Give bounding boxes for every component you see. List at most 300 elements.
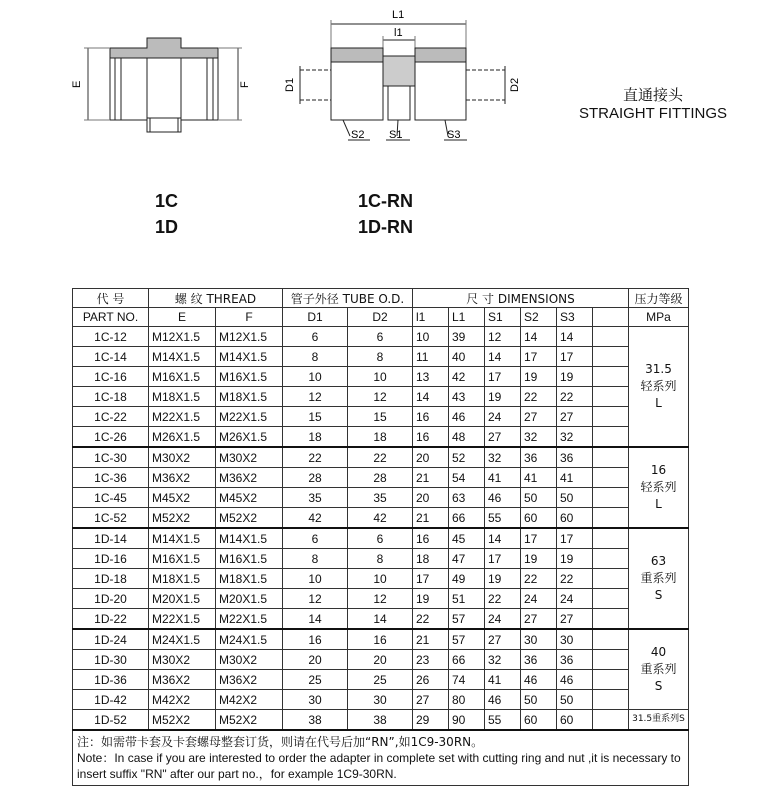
table-cell: 10 [283,367,348,387]
table-cell: 12 [485,327,521,347]
table-cell: 32 [485,447,521,468]
table-row [73,447,689,468]
table-cell: M52X2 [216,508,283,529]
table-cell: 17 [557,528,593,549]
table-cell: 14 [521,327,557,347]
hdr-tube: 管子外径 TUBE O.D. [283,289,413,308]
table-cell-blank [593,690,629,710]
table-cell: 8 [283,347,348,367]
label-e: E [71,80,83,88]
table-cell: 14 [283,609,348,630]
model-1c-rn: 1C-RN [358,191,414,211]
table-cell: M12X1.5 [149,327,216,347]
table-cell-blank [593,528,629,549]
table-cell: M26X1.5 [149,427,216,448]
table-cell: 1D-14 [73,528,149,549]
table-cell: 46 [485,488,521,508]
table-cell: M36X2 [216,468,283,488]
table-cell: 24 [485,609,521,630]
table-row [73,367,689,387]
table-cell: M22X1.5 [216,407,283,427]
table-cell-blank [593,569,629,589]
table-cell: M30X2 [216,447,283,468]
pressure-cell [629,327,689,448]
table-cell: 66 [449,650,485,670]
table-cell: M36X2 [149,670,216,690]
table-cell: 1C-36 [73,468,149,488]
table-cell: 17 [521,528,557,549]
table-cell: 60 [557,710,593,731]
table-cell: 1D-16 [73,549,149,569]
table-row [73,468,689,488]
table-cell-blank [593,508,629,529]
table-cell: M42X2 [216,690,283,710]
note-row [73,730,689,786]
table-cell: 49 [449,569,485,589]
table-cell: 10 [413,327,449,347]
table-cell: 55 [485,710,521,731]
table-cell: 6 [283,327,348,347]
model-left [155,190,178,242]
table-cell-blank [593,650,629,670]
table-cell: 54 [449,468,485,488]
table-cell: 32 [521,427,557,448]
technical-drawings [0,0,784,180]
table-cell: 1D-20 [73,589,149,609]
table-cell: M24X1.5 [149,629,216,650]
table-cell: 42 [283,508,348,529]
model-1c: 1C [155,191,179,211]
table-row [73,650,689,670]
table-cell: 6 [348,327,413,347]
table-cell: 1D-18 [73,569,149,589]
table-cell-blank [593,670,629,690]
hdr-dims: 尺 寸 DIMENSIONS [413,289,629,308]
table-cell: 22 [413,609,449,630]
table-cell: 50 [557,690,593,710]
table-cell: 22 [283,447,348,468]
pressure-line: 16 [650,463,667,477]
table-cell: M18X1.5 [149,569,216,589]
table-cell: 15 [283,407,348,427]
table-cell: 39 [449,327,485,347]
table-cell: 22 [521,569,557,589]
table-cell: 36 [557,650,593,670]
table-row [73,488,689,508]
table-cell: M20X1.5 [216,589,283,609]
table-cell: 1C-52 [73,508,149,529]
pressure-line: 轻系列 [640,480,677,494]
table-cell-blank [593,407,629,427]
table-row [73,710,689,731]
hdr-pressure: 压力等级 [629,289,689,308]
table-cell: M20X1.5 [149,589,216,609]
table-cell-blank [593,629,629,650]
table-cell: 80 [449,690,485,710]
table-cell: 12 [348,589,413,609]
table-cell: 27 [557,609,593,630]
table-cell: M26X1.5 [216,427,283,448]
table-cell: 24 [557,589,593,609]
table-cell: 22 [557,569,593,589]
table-cell: 21 [413,508,449,529]
table-cell: 10 [283,569,348,589]
pressure-cell [629,629,689,710]
model-1d-rn: 1D-RN [358,217,414,237]
table-cell-blank [593,367,629,387]
table-cell: 16 [413,528,449,549]
table-cell: 12 [283,589,348,609]
table-cell: 1C-12 [73,327,149,347]
table-cell: M18X1.5 [216,569,283,589]
table-cell: M45X2 [216,488,283,508]
label-s2: S2 [351,129,365,141]
table-cell: M18X1.5 [216,387,283,407]
table-cell: 35 [348,488,413,508]
table-cell: M18X1.5 [149,387,216,407]
table-cell: 43 [449,387,485,407]
hdr-e: E [149,308,216,327]
table-cell: 46 [485,690,521,710]
hdr-part-no: PART NO. [73,308,149,327]
table-cell: M36X2 [216,670,283,690]
table-cell: 30 [521,629,557,650]
title-chinese: 直通接头 [622,86,683,104]
table-cell: 1C-30 [73,447,149,468]
table-cell: 1D-52 [73,710,149,731]
table-cell: 19 [521,549,557,569]
table-cell: M16X1.5 [216,367,283,387]
label-l1: l1 [394,27,403,39]
table-cell: 12 [348,387,413,407]
table-cell: 51 [449,589,485,609]
hdr-mpa: MPa [629,308,689,327]
table-cell: 23 [413,650,449,670]
table-cell: 22 [521,387,557,407]
table-cell: 10 [348,367,413,387]
table-cell: 63 [449,488,485,508]
table-cell: 8 [283,549,348,569]
table-cell: 41 [521,468,557,488]
hdr-d1: D1 [283,308,348,327]
note-chinese: 注：如需带卡套及卡套螺母整套订货，则请在代号后加“RN”,如1C9-30RN。 [77,735,484,749]
table-row [73,569,689,589]
table-cell-blank [593,447,629,468]
pressure-line: 40 [650,645,667,659]
table-cell: 1C-16 [73,367,149,387]
table-cell: 8 [348,549,413,569]
table-cell: 14 [557,327,593,347]
table-cell: 32 [485,650,521,670]
table-cell: 1D-42 [73,690,149,710]
table-cell: 26 [413,670,449,690]
table-cell: 18 [283,427,348,448]
pressure-line: 63 [650,554,667,568]
table-cell: M30X2 [216,650,283,670]
table-cell: 1D-36 [73,670,149,690]
table-cell: 1C-45 [73,488,149,508]
pressure-cell [629,447,689,528]
table-cell: 15 [348,407,413,427]
table-cell: 36 [557,447,593,468]
table-cell: 21 [413,468,449,488]
table-cell: 40 [449,347,485,367]
table-cell: 20 [283,650,348,670]
table-cell: 24 [521,589,557,609]
table-cell: 41 [485,468,521,488]
table-cell: 48 [449,427,485,448]
table-row [73,387,689,407]
table-cell: 19 [557,367,593,387]
table-cell: M36X2 [149,468,216,488]
table-cell: M52X2 [149,710,216,731]
table-cell: 8 [348,347,413,367]
table-row [73,327,689,347]
table-cell-blank [593,327,629,347]
table-cell: M24X1.5 [216,629,283,650]
table-cell: 36 [521,650,557,670]
table-cell: 55 [485,508,521,529]
hdr-d2: D2 [348,308,413,327]
table-cell: 18 [348,427,413,448]
note-english: Note：In case if you are interested to order the adapter in complete set with cutting ring and nut ,it is necessary to insert suffix "RN" after our part no.，for example 1C9-30RN. [77,751,681,781]
model-1d: 1D [155,217,179,237]
table-cell: 47 [449,549,485,569]
table-cell-blank [593,549,629,569]
label-f: F [239,81,251,88]
table-cell: 1C-18 [73,387,149,407]
pressure-line: 重系列 [640,571,677,585]
pressure-line: 重系列 [640,662,677,676]
table-cell: 50 [521,690,557,710]
table-row [73,407,689,427]
table-cell: 11 [413,347,449,367]
table-cell: 28 [283,468,348,488]
table-cell: 60 [557,508,593,529]
table-cell: M22X1.5 [216,609,283,630]
note-cell [73,730,689,786]
table-row [73,670,689,690]
table-cell: 60 [521,508,557,529]
table-cell: M12X1.5 [216,327,283,347]
table-cell: 32 [557,427,593,448]
table-row [73,528,689,549]
table-cell: 17 [485,367,521,387]
table-cell-blank [593,347,629,367]
table-cell-blank [593,710,629,731]
table-cell: 14 [348,609,413,630]
table-cell: 19 [413,589,449,609]
pressure-line: 轻系列 [640,379,677,393]
table-cell: M14X1.5 [149,347,216,367]
table-cell: 27 [557,407,593,427]
table-cell: M14X1.5 [216,528,283,549]
table-cell: 17 [557,347,593,367]
table-cell: M16X1.5 [149,549,216,569]
pressure-line: S [654,679,663,693]
table-cell: 16 [283,629,348,650]
table-cell: 19 [521,367,557,387]
table-cell-blank [593,609,629,630]
table-cell: M14X1.5 [216,347,283,367]
table-cell: M16X1.5 [149,367,216,387]
table-row [73,609,689,630]
table-cell: 27 [521,609,557,630]
table-cell: 27 [521,407,557,427]
pressure-line: S [654,588,663,602]
table-cell: 19 [485,387,521,407]
hdr-l1-small: l1 [413,308,449,327]
spec-table [72,288,689,786]
table-cell: 10 [348,569,413,589]
hdr-L1: L1 [449,308,485,327]
table-cell: 1D-24 [73,629,149,650]
table-cell: 16 [413,427,449,448]
table-cell: 27 [413,690,449,710]
label-d2: D2 [509,77,521,92]
table-row [73,629,689,650]
table-cell: M14X1.5 [149,528,216,549]
table-cell: 90 [449,710,485,731]
table-cell: 30 [348,690,413,710]
table-cell: 57 [449,629,485,650]
hdr-s1: S1 [485,308,521,327]
table-cell: 21 [413,629,449,650]
table-cell: 13 [413,367,449,387]
table-cell: 42 [348,508,413,529]
table-cell: 46 [449,407,485,427]
hdr-thread: 螺 纹 THREAD [149,289,283,308]
pressure-cell [629,528,689,629]
table-cell: 20 [348,650,413,670]
hdr-f: F [216,308,283,327]
table-cell: 25 [283,670,348,690]
table-cell: 74 [449,670,485,690]
table-cell: 12 [283,387,348,407]
table-cell: 36 [521,447,557,468]
table-cell: 1D-22 [73,609,149,630]
table-cell-blank [593,387,629,407]
table-cell: 19 [485,569,521,589]
table-cell: 1D-30 [73,650,149,670]
table-cell: 42 [449,367,485,387]
table-cell-blank [593,427,629,448]
table-cell: 45 [449,528,485,549]
table-cell: 17 [413,569,449,589]
table-row [73,508,689,529]
table-row [73,427,689,448]
table-row [73,549,689,569]
table-cell: 41 [485,670,521,690]
table-cell: 14 [413,387,449,407]
table-cell: 24 [485,407,521,427]
table-cell: M22X1.5 [149,609,216,630]
header-row-1 [73,289,689,308]
table-cell-blank [593,589,629,609]
table-cell: M42X2 [149,690,216,710]
table-cell: 16 [348,629,413,650]
table-cell: 29 [413,710,449,731]
table-cell: 46 [557,670,593,690]
label-s1: S1 [389,129,403,141]
table-row [73,347,689,367]
label-L1: L1 [392,9,405,21]
table-cell: 57 [449,609,485,630]
table-cell: 6 [283,528,348,549]
pressure-line: 31.5重系列S [632,714,685,724]
table-cell: 16 [413,407,449,427]
pressure-line: L [655,396,662,410]
label-d1: D1 [284,77,296,92]
hdr-part: 代 号 [73,289,149,308]
table-cell: 6 [348,528,413,549]
table-cell: 38 [283,710,348,731]
hdr-s3: S3 [557,308,593,327]
table-cell: 38 [348,710,413,731]
table-cell: 35 [283,488,348,508]
table-cell: 30 [557,629,593,650]
table-cell: 20 [413,488,449,508]
table-cell: 20 [413,447,449,468]
table-cell: M30X2 [149,447,216,468]
table-cell: 52 [449,447,485,468]
table-cell: 22 [485,589,521,609]
table-cell: M22X1.5 [149,407,216,427]
header-row-2 [73,308,689,327]
table-cell-blank [593,488,629,508]
table-cell: 22 [348,447,413,468]
table-cell: 1C-26 [73,427,149,448]
table-cell: 27 [485,629,521,650]
table-cell: 1C-22 [73,407,149,427]
table-cell: M16X1.5 [216,549,283,569]
table-cell: 66 [449,508,485,529]
table-cell: 22 [557,387,593,407]
table-cell: 25 [348,670,413,690]
table-cell: 19 [557,549,593,569]
table-cell: 18 [413,549,449,569]
table-cell: 60 [521,710,557,731]
table-cell: 30 [283,690,348,710]
table-cell: M52X2 [216,710,283,731]
table-row [73,690,689,710]
hdr-s2: S2 [521,308,557,327]
table-cell: 14 [485,528,521,549]
table-cell: M52X2 [149,508,216,529]
pressure-line: L [655,497,662,511]
table-cell: 50 [521,488,557,508]
table-cell: M30X2 [149,650,216,670]
table-cell: 14 [485,347,521,367]
table-cell: 1C-14 [73,347,149,367]
table-cell: 27 [485,427,521,448]
title-english: STRAIGHT FITTINGS [578,105,728,122]
hdr-blank [593,308,629,327]
pressure-line: 31.5 [645,362,672,376]
model-right [358,190,413,242]
table-cell-blank [593,468,629,488]
table-cell: 46 [521,670,557,690]
table-cell: 28 [348,468,413,488]
table-cell: 17 [521,347,557,367]
table-cell: 17 [485,549,521,569]
label-s3: S3 [447,129,461,141]
table-cell: 50 [557,488,593,508]
table-row [73,589,689,609]
table-cell: M45X2 [149,488,216,508]
pressure-cell [629,710,689,731]
table-cell: 41 [557,468,593,488]
